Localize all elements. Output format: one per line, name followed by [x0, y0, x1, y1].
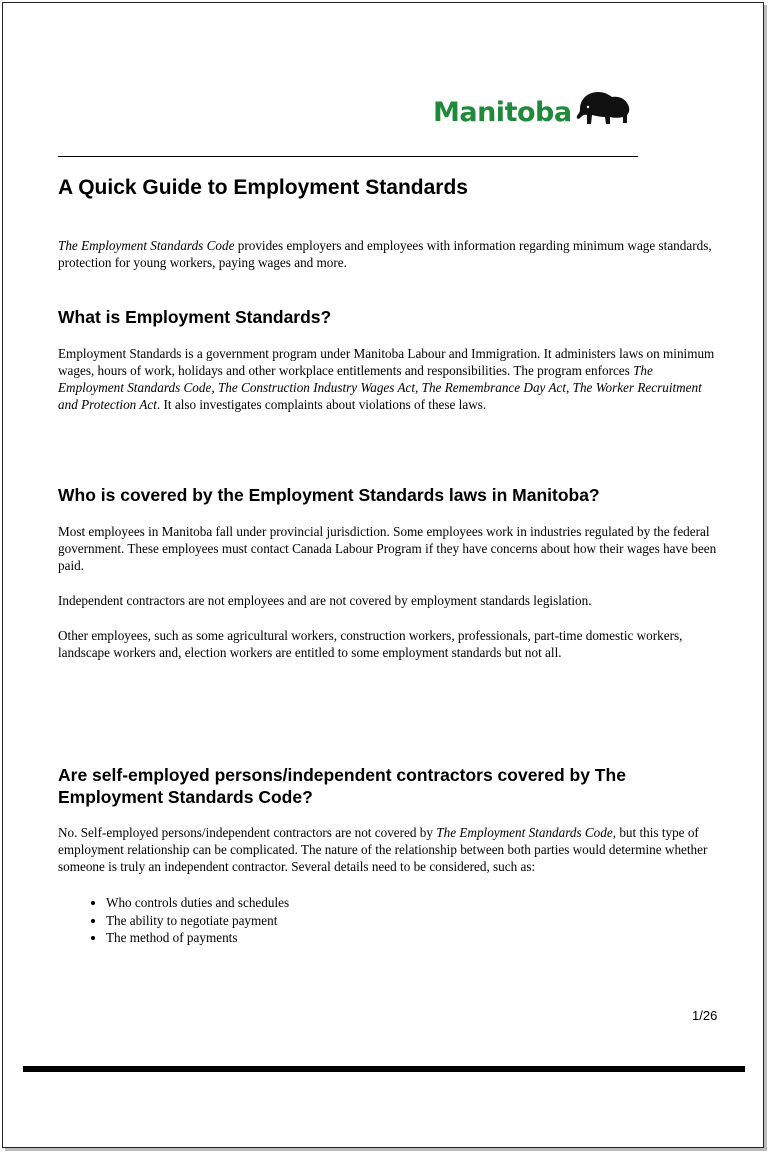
act-employment-standards-code: The Employment Standards Code [58, 363, 653, 395]
document-page [2, 2, 764, 1148]
section2-paragraph-3: Other employees, such as some agricultural workers, construction workers, professionals, part-time domestic workers, landscape workers and, election workers are entitled to some employment standards but not all. [58, 628, 683, 660]
manitoba-logo [433, 88, 632, 136]
list-item: • Who controls duties and schedules [106, 894, 289, 912]
considerations-list [87, 894, 289, 947]
bison-icon [574, 87, 632, 129]
section1-paragraph [58, 345, 722, 413]
list-item: • The method of payments [106, 929, 289, 947]
header-rule [58, 156, 638, 157]
act-worker-recruitment: The Worker Recruitment and Protection Act [58, 380, 702, 412]
page-title: A Quick Guide to Employment Standards [58, 176, 468, 199]
footer-rule [23, 1066, 745, 1072]
section3-heading: Are self-employed persons/independent contractors covered by The Employment Standards Code? [58, 765, 626, 807]
list-item: • The ability to negotiate payment [106, 912, 289, 930]
section1-text-a: Employment Standards is a government program under Manitoba Labour and Immigration. It administers laws on minimum wages, hours of work, holidays and other workplace entitlements and responsibilities. The program enforces [58, 346, 715, 378]
section3-text-b: , but this type of employment relationship can be complicated. The nature of the relationship between both parties would determine whether someone is truly an independent contractor. Several details need to be considered, such as: [58, 825, 708, 874]
act-construction-industry-wages: The Construction Industry Wages Act [217, 380, 416, 395]
page-number: 1/26 [692, 1008, 718, 1023]
act-remembrance-day: The Remembrance Day Act [421, 380, 567, 395]
separator: , [211, 380, 218, 395]
section1-text-b: . It also investigates complaints about violations of these laws. [156, 397, 487, 412]
section2-paragraph-2: Independent contractors are not employees and are not covered by employment standards legislation. [58, 593, 592, 608]
intro-paragraph [58, 237, 722, 271]
section1-heading: What is Employment Standards? [58, 307, 332, 327]
section2-heading: Who is covered by the Employment Standards laws in Manitoba? [58, 485, 600, 505]
intro-code-name: The Employment Standards Code [58, 238, 235, 253]
section3-code-name: The Employment Standards Code [436, 825, 613, 840]
separator: , [415, 380, 422, 395]
section2-paragraph-1: Most employees in Manitoba fall under provincial jurisdiction. Some employees work in industries regulated by the federal government. These employees must contact Canada Labour Program if they have concerns about how their wages have been paid. [58, 524, 717, 573]
separator: , [566, 380, 573, 395]
intro-text: provides employers and employees with information regarding minimum wage standards, protection for young workers, paying wages and more. [58, 238, 712, 270]
section3-text-a: No. Self-employed persons/independent contractors are not covered by [58, 825, 437, 840]
logo-text: Manitoba [433, 96, 572, 128]
section3-paragraph [58, 824, 722, 875]
